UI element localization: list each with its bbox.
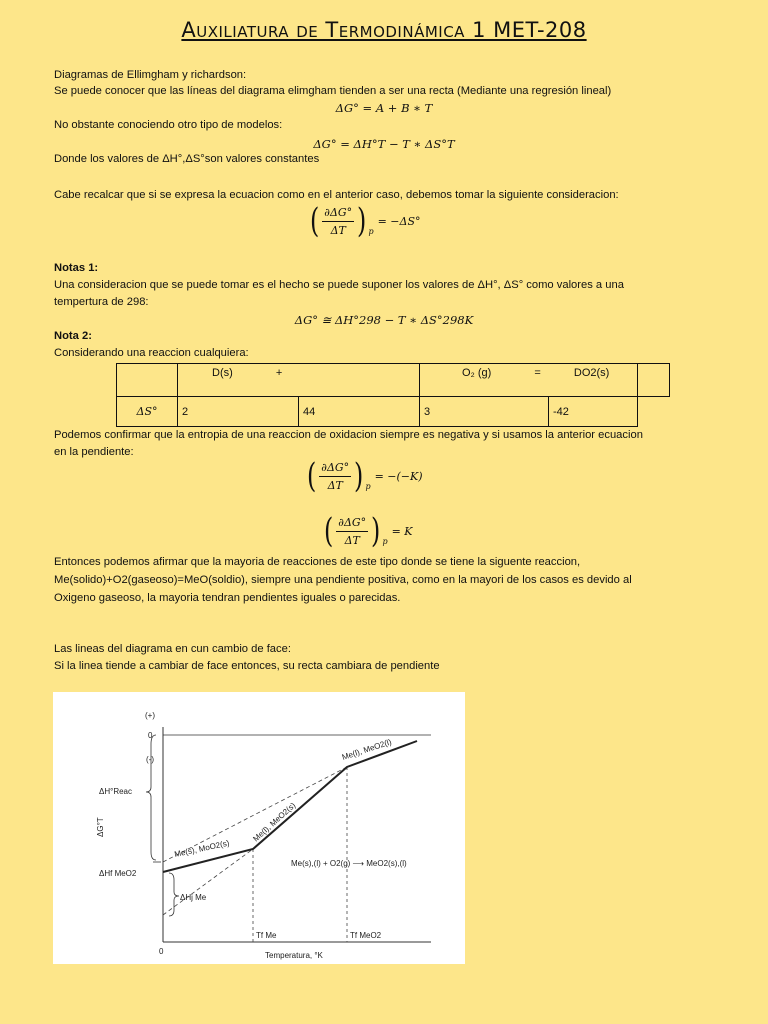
section-heading: Notas 1: xyxy=(54,262,99,274)
label-segment-1: Me(s), MoO2(s) xyxy=(173,838,231,859)
text-line: Podemos confirmar que la entropia de una reaccion de oxidacion siempre es negativa y si usamos la anterior ecuacion xyxy=(54,429,643,441)
reaction-table xyxy=(116,363,670,427)
table-cell: O₂ (g) = DO2(s) xyxy=(420,364,638,397)
text-line: Donde los valores de ΔH°,ΔS°son valores constantes xyxy=(54,153,320,165)
label-plus: (+) xyxy=(145,711,155,720)
y-axis-label: ΔG°T xyxy=(96,817,105,837)
label-minus: (-) xyxy=(146,755,154,764)
equation-approx: ΔG° ≅ ΔH°298 − T ∗ ΔS°298K xyxy=(294,313,474,327)
label-tf-me: Tf Me xyxy=(256,931,277,940)
text-line: tempertura de 298: xyxy=(54,296,149,308)
text-line: Considerando una reaccion cualquiera: xyxy=(54,347,249,359)
table-cell: 2 xyxy=(178,397,299,427)
table-cell: ΔS° xyxy=(117,397,178,427)
text-line: Las lineas del diagrama en cun cambio de face: xyxy=(54,643,291,655)
label-segment-3: Me(l), MeO2(l) xyxy=(340,737,393,762)
ellingham-diagram xyxy=(53,692,465,964)
text-line: Una consideracion que se puede tomar es el hecho se puede suponer los valores de ΔH°, ΔS° como valores a una xyxy=(54,279,624,291)
table-cell: 3 xyxy=(420,397,549,427)
x-axis-label: Temperatura, °K xyxy=(265,951,323,960)
label-reaction: Me(s),(l) + O2(g) ⟶ MeO2(s),(l) xyxy=(291,859,407,868)
section-heading: Nota 2: xyxy=(54,330,92,342)
label-dh-reac: ΔH°Reac xyxy=(99,787,132,796)
equation-derivative-3: ( $\frac{\partial\Delta G^\circ}{\Delta T}$ ) p = K xyxy=(323,511,413,551)
label-dh-f: ΔHf MeO2 xyxy=(99,869,137,878)
table-row xyxy=(117,397,670,427)
table-cell xyxy=(637,364,669,397)
text-line: Diagramas de Ellimgham y richardson: xyxy=(54,69,247,81)
label-dh-j: ΔHj Me xyxy=(180,893,207,902)
equation-gibbs: ΔG° = ΔH°T − T ∗ ΔS°T xyxy=(313,137,455,151)
text-line: Si la linea tiende a cambiar de face entonces, su recta cambiara de pendiente xyxy=(54,660,440,672)
table-row xyxy=(117,364,670,397)
text-line: Oxigeno gaseoso, la mayoria tendran pendientes iguales o parecidas. xyxy=(54,592,401,604)
table-cell: -42 xyxy=(549,397,638,427)
label-zero-top: 0 xyxy=(148,731,153,740)
text-line: Cabe recalcar que si se expresa la ecuacion como en el anterior caso, debemos tomar la siguiente consideracion: xyxy=(54,189,619,201)
table-cell: D(s) + xyxy=(178,364,420,397)
ellingham-diagram-figure xyxy=(53,692,465,964)
brace-reac xyxy=(146,735,156,860)
dashed-extrapolation-line xyxy=(163,849,253,915)
page-title: Auxiliatura de Termodinámica 1 MET-208 xyxy=(181,18,587,42)
equation-linear: ΔG° = A + B ∗ T xyxy=(335,101,433,115)
text-line: Entonces podemos afirmar que la mayoria de reacciones de este tipo donde se tiene la siguente reaccion, xyxy=(54,556,581,568)
table-cell: 44 xyxy=(299,397,420,427)
equation-derivative-1: ( $\frac{\partial\Delta G^\circ}{\Delta T}$ ) p = −ΔS° xyxy=(309,201,421,241)
table-cell xyxy=(117,364,178,397)
label-segment-2: Me(l), MeO2(s) xyxy=(251,800,298,844)
text-line: Se puede conocer que las líneas del diagrama elimgham tienden a ser una recta (Mediante una regresión lineal) xyxy=(54,85,612,97)
text-line: No obstante conociendo otro tipo de modelos: xyxy=(54,119,283,131)
label-origin: 0 xyxy=(159,947,164,956)
text-line: en la pendiente: xyxy=(54,446,134,458)
equation-derivative-2: ( $\frac{\partial\Delta G^\circ}{\Delta T}$ ) p = −(−K) xyxy=(306,456,423,496)
text-line: Me(solido)+O2(gaseoso)=MeO(soldio), siempre una pendiente positiva, como en la mayori de los casos es devido al xyxy=(54,574,632,586)
label-tf-meo2: Tf MeO2 xyxy=(350,931,382,940)
